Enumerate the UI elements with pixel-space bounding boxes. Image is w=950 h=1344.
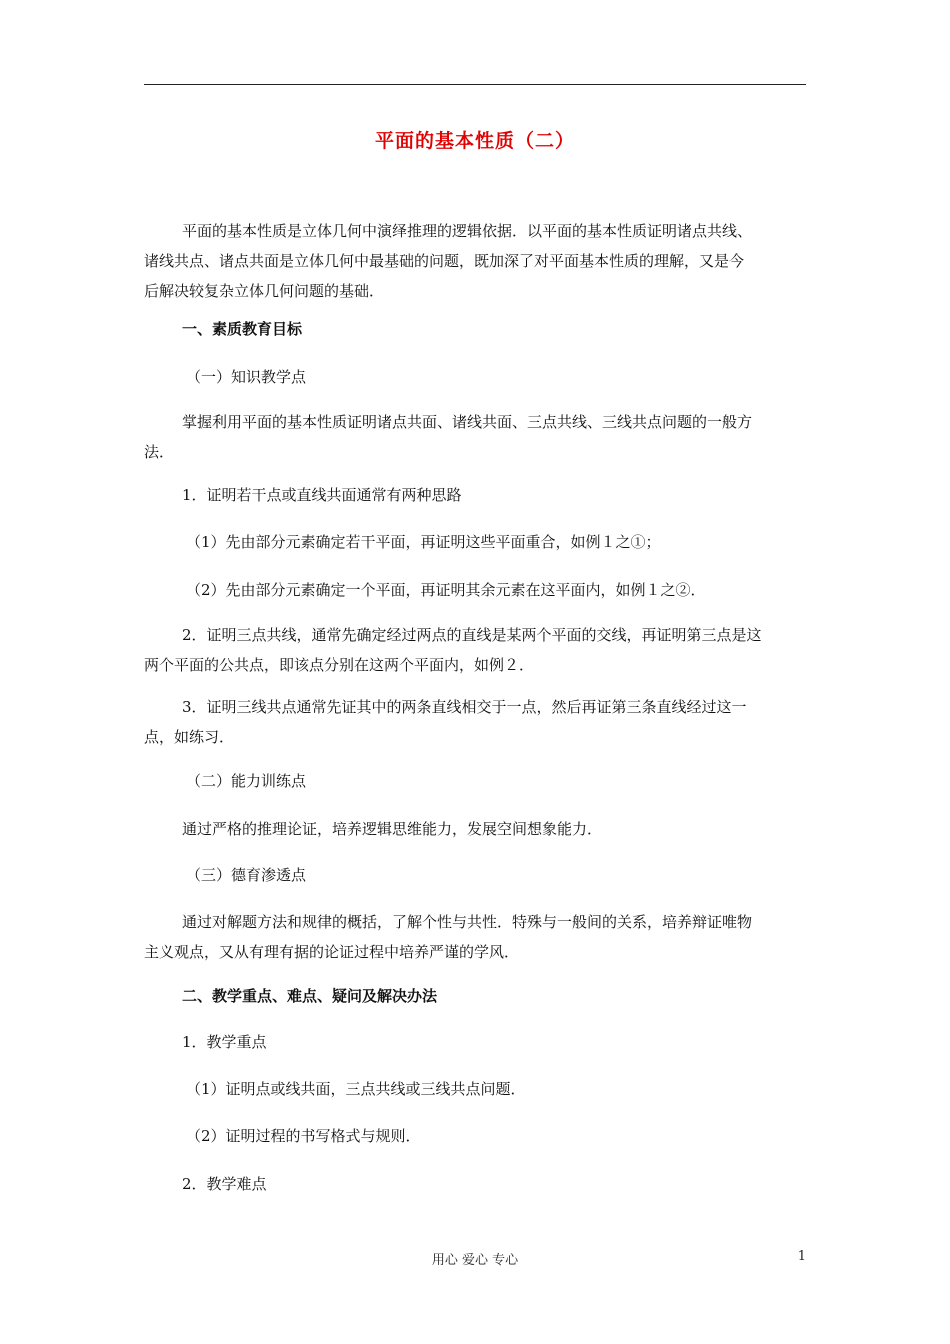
- knowledge-paragraph: [144, 407, 806, 467]
- teaching-focus-item-1: （1）证明点或线共面，三点共线或三线共点问题．: [186, 1080, 526, 1098]
- subheading-knowledge: （一）知识教学点: [186, 368, 307, 386]
- point-2-paragraph: [144, 620, 806, 680]
- point-1: 1．证明若干点或直线共面通常有两种思路: [182, 486, 462, 504]
- moral-line-1: 通过对解题方法和规律的概括，了解个性与共性．特殊与一般间的关系，培养辩证唯物: [182, 913, 753, 931]
- teaching-focus-item-2: （2）证明过程的书写格式与规则．: [186, 1127, 421, 1145]
- document-title: 平面的基本性质（二）: [374, 130, 575, 152]
- section-heading-1: 一、素质教育目标: [182, 320, 303, 338]
- knowledge-line-1: 掌握利用平面的基本性质证明诸点共面、诸线共面、三点共线、三线共点问题的一般方: [182, 413, 753, 431]
- intro-line-1: 平面的基本性质是立体几何中演绎推理的逻辑依据．以平面的基本性质证明诸点共线、: [182, 222, 753, 240]
- page-number: 1: [797, 1249, 806, 1264]
- ability-paragraph: 通过严格的推理论证，培养逻辑思维能力，发展空间想象能力．: [182, 820, 603, 838]
- teaching-difficulty-heading: 2．教学难点: [182, 1175, 267, 1193]
- intro-line-3: 后解决较复杂立体几何问题的基础．: [144, 282, 385, 300]
- intro-line-2: 诸线共点、诸点共面是立体几何中最基础的问题，既加深了对平面基本性质的理解，又是今: [144, 252, 745, 270]
- point-1-item-1: （1）先由部分元素确定若干平面，再证明这些平面重合，如例１之①；: [186, 533, 661, 551]
- point-3-line-1: 3．证明三线共点通常先证其中的两条直线相交于一点，然后再证第三条直线经过这一: [182, 698, 747, 716]
- subheading-ability: （二）能力训练点: [186, 772, 307, 790]
- point-2-line-1: 2．证明三点共线，通常先确定经过两点的直线是某两个平面的交线，再证明第三点是这: [182, 626, 762, 644]
- point-2-line-2: 两个平面的公共点，即该点分别在这两个平面内，如例２．: [144, 656, 535, 674]
- header-rule: [144, 84, 806, 85]
- point-1-item-2: （2）先由部分元素确定一个平面，再证明其余元素在这平面内，如例１之②．: [186, 581, 706, 599]
- moral-line-2: 主义观点，又从有理有据的论证过程中培养严谨的学风．: [144, 943, 520, 961]
- intro-paragraph: [144, 216, 806, 306]
- point-3-paragraph: [144, 692, 806, 752]
- knowledge-line-2: 法．: [144, 443, 175, 461]
- section-heading-2: 二、教学重点、难点、疑问及解决办法: [182, 987, 438, 1005]
- point-3-line-2: 点，如练习．: [144, 728, 235, 746]
- moral-paragraph: [144, 907, 806, 967]
- footer-slogan: 用心 爱心 专心: [431, 1253, 519, 1268]
- subheading-moral: （三）德育渗透点: [186, 866, 307, 884]
- teaching-focus-heading: 1．教学重点: [182, 1033, 267, 1051]
